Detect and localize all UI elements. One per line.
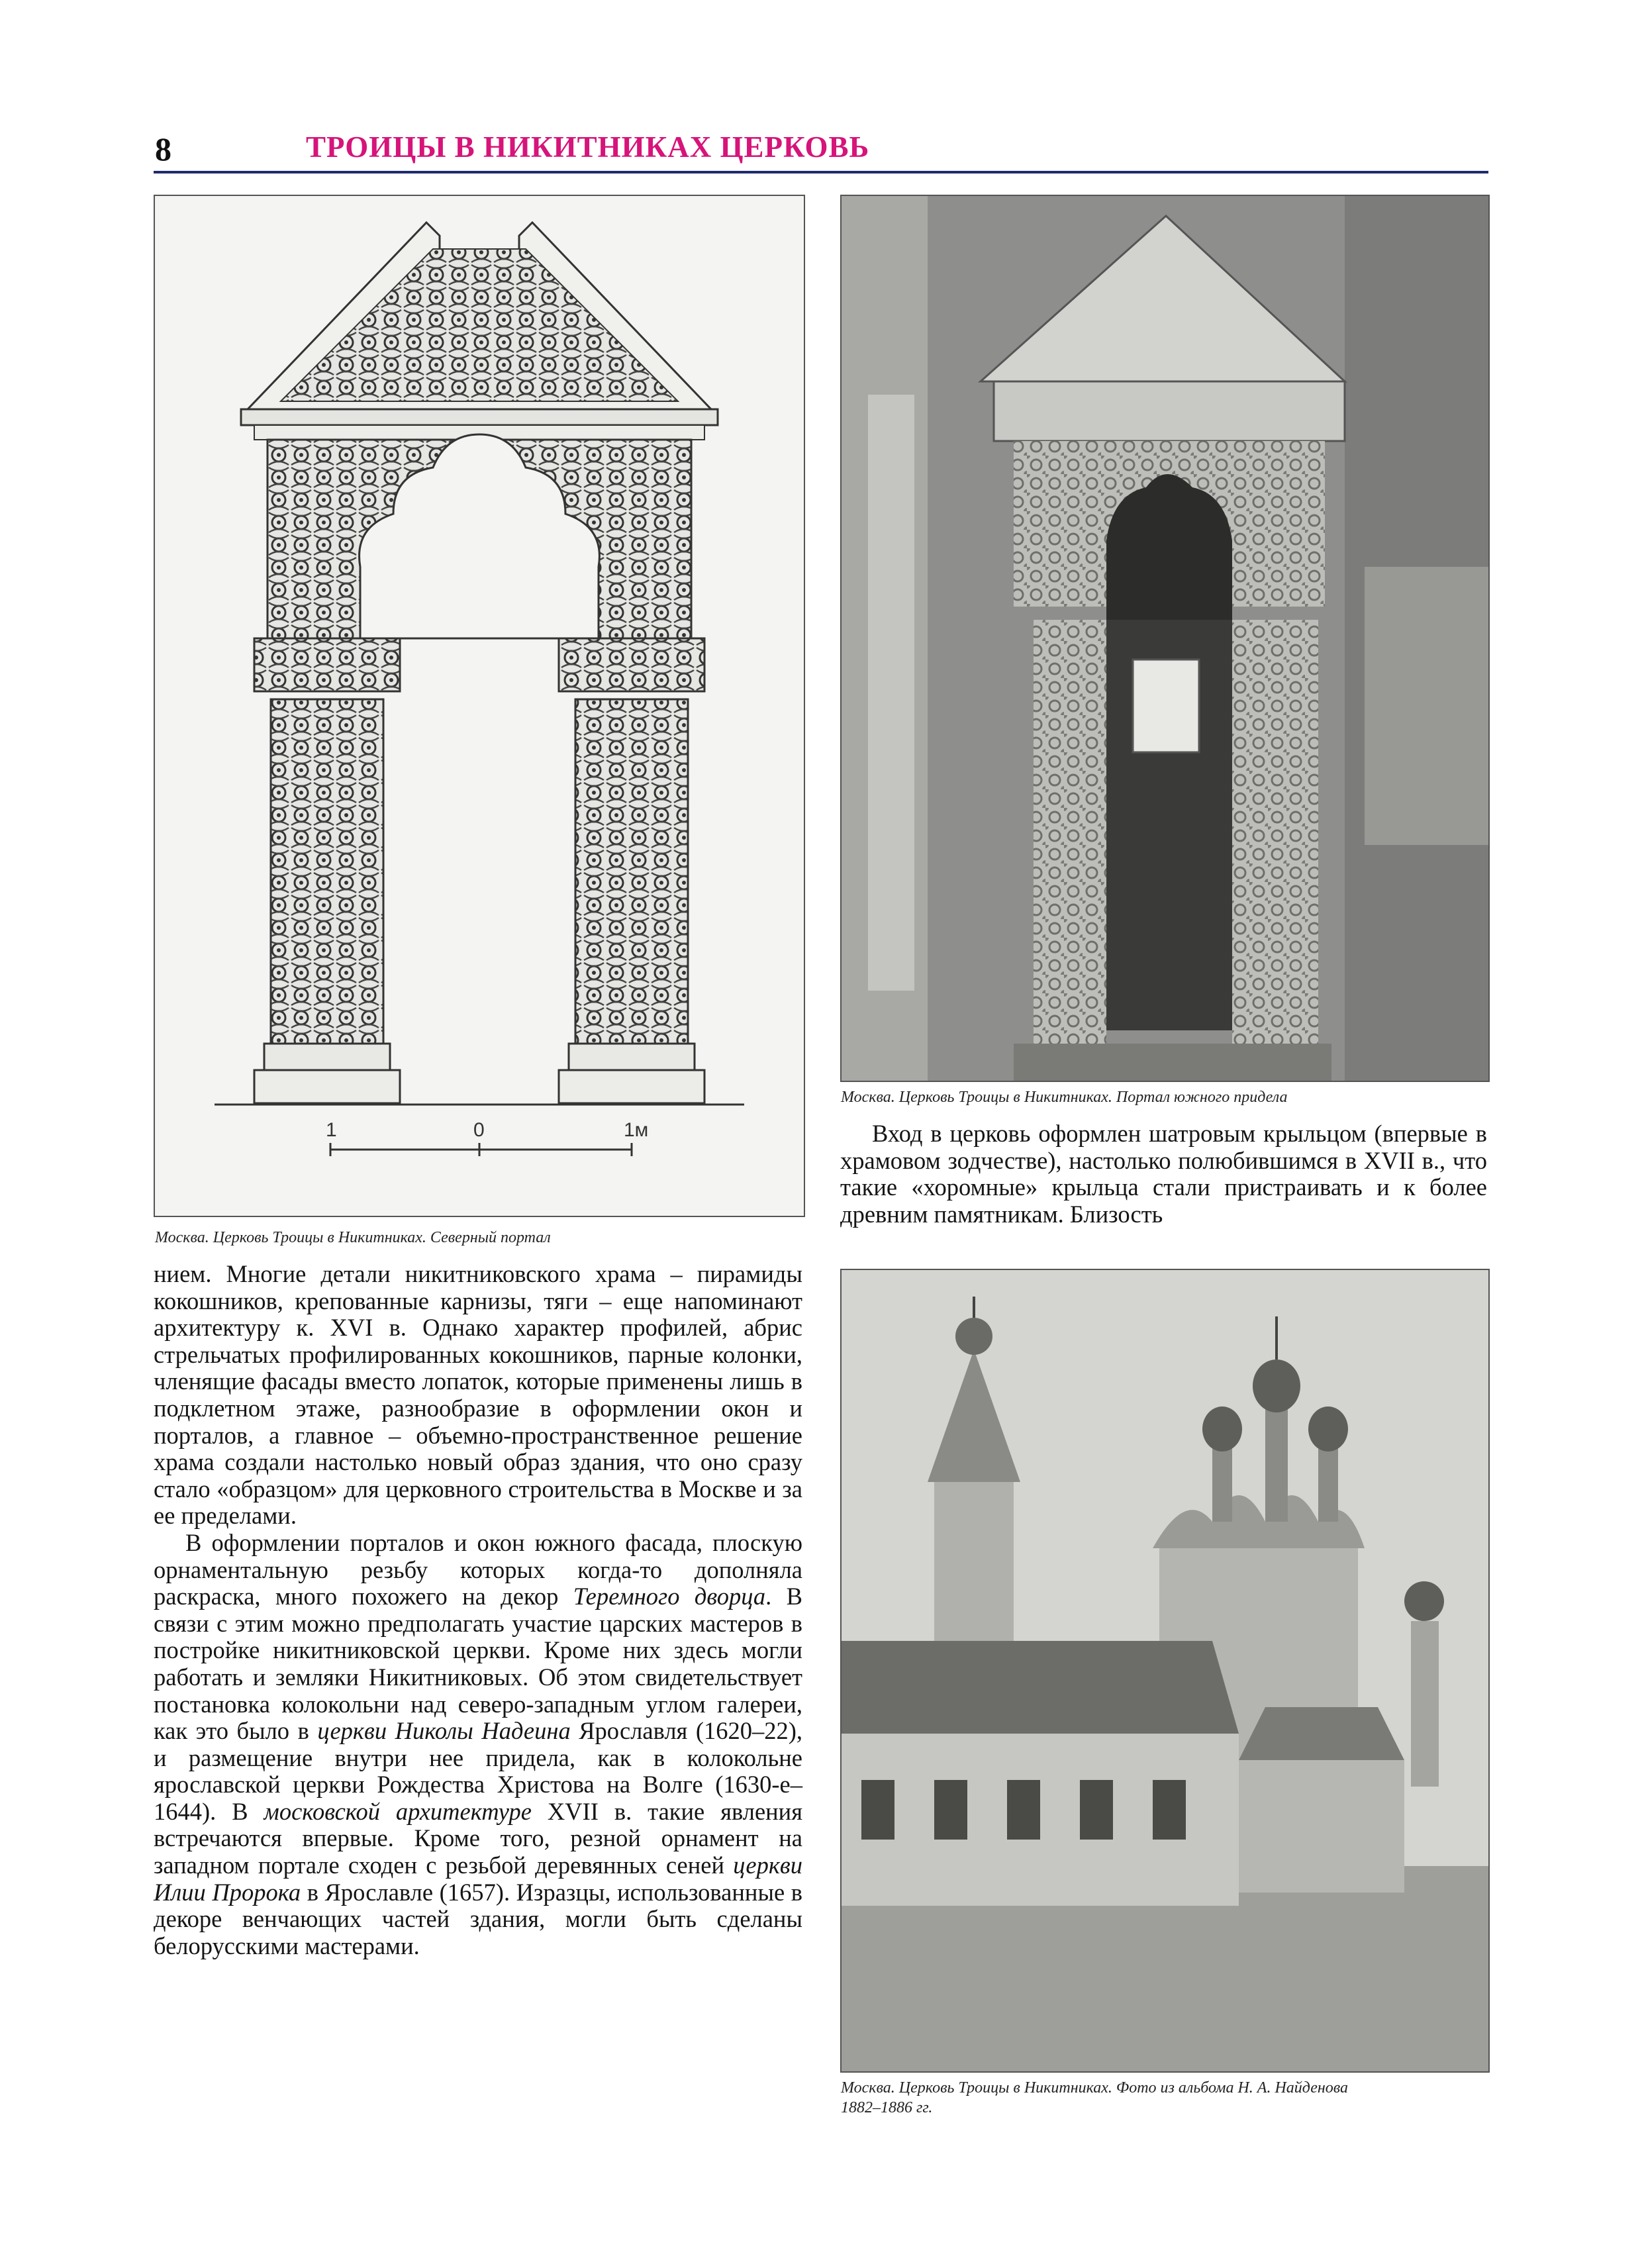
text-run: в Ярославле (1657). Изразцы, использованные в декоре венчающих частей здания, могли быть сделаны белорусскими мастерами. (154, 1878, 802, 1959)
scale-label-zero: 0 (473, 1119, 485, 1141)
text-run-italic: Теремного дворца (573, 1583, 766, 1610)
text-run: . В связи с этим можно предполагать участие царских мастеров в постройке никитниковской церкви. Кроме них здесь могли работать и земляки Никитниковых. Об этом свидетельствует постановка колокольни над северо-западным углом галереи, как это было в (154, 1583, 802, 1745)
north-portal-drawing (154, 195, 805, 1217)
text-run-italic: церкви Илии Пророка (154, 1851, 802, 1906)
south-portal-image (842, 196, 1488, 1081)
text-run-italic: московской архитектуре (264, 1797, 532, 1825)
caption-line: Москва. Церковь Троицы в Никитниках. Фото из альбома Н. А. Найденова (841, 2079, 1349, 2096)
north-portal-illustration (155, 196, 804, 1216)
running-title: ТРОИЦЫ В НИКИТНИКАХ ЦЕРКОВЬ (306, 130, 870, 164)
paragraph: нием. Многие детали никитниковского храма – пирамиды кокошников, крепованные карнизы, тяги – еще напоминают архитектуру к. XVI в. Однако характер профилей, абрис стрельчатых профилированных кокошников, парные колонки, членящие фасады вместо лопаток, которые применены лишь в подклетном этаже, разнообразие в оформлении окон и порталов, а главное – объемно-пространственное решение храма создали настолько новый образ здания, что оно сразу стало «образцом» для церковного строительства в Москве и за ее пределами. (154, 1260, 802, 1530)
text-run: Ярославля (1620–22), и размещение внутри нее придела, как в колокольне ярославской церкви Рождества Христова на Волге (1630-е–1644). В (154, 1717, 803, 1825)
north-portal-caption: Москва. Церковь Троицы в Никитниках. Северный портал (155, 1229, 551, 1246)
text-run: XVII в. такие явления встречаются впервые. Кроме того, резной орнамент на западном портале сходен с резьбой деревянных сеней (154, 1797, 803, 1879)
church-photo (840, 1269, 1490, 2073)
south-portal-photo (840, 195, 1490, 1082)
paragraph: Вход в церковь оформлен шатровым крыльцом (впервые в храмовом зодчестве), настолько полюбившимся в XVII в., что такие «хоромные» крыльца стали пристраивать и к более древним памятникам. Близость (840, 1120, 1487, 1228)
south-portal-caption: Москва. Церковь Троицы в Никитниках. Портал южного придела (841, 1089, 1288, 1106)
page-number: 8 (155, 130, 171, 168)
text-run: В оформлении порталов и окон южного фасада, плоскую орнаментальную резьбу которых когда-то дополняла раскраска, много похожего на декор (154, 1528, 802, 1610)
header-rule (154, 171, 1488, 173)
church-photo-caption (841, 2078, 1487, 2118)
paragraph (154, 1530, 802, 1960)
text-run-italic: церкви Николы Надеина (317, 1717, 571, 1745)
caption-line: 1882–1886 гг. (841, 2099, 933, 2116)
right-column-text (840, 1120, 1487, 1228)
church-image (842, 1270, 1488, 2071)
left-column-text (154, 1261, 802, 1959)
scale-label-right: 1м (624, 1119, 649, 1141)
scale-label-left: 1 (326, 1119, 337, 1141)
